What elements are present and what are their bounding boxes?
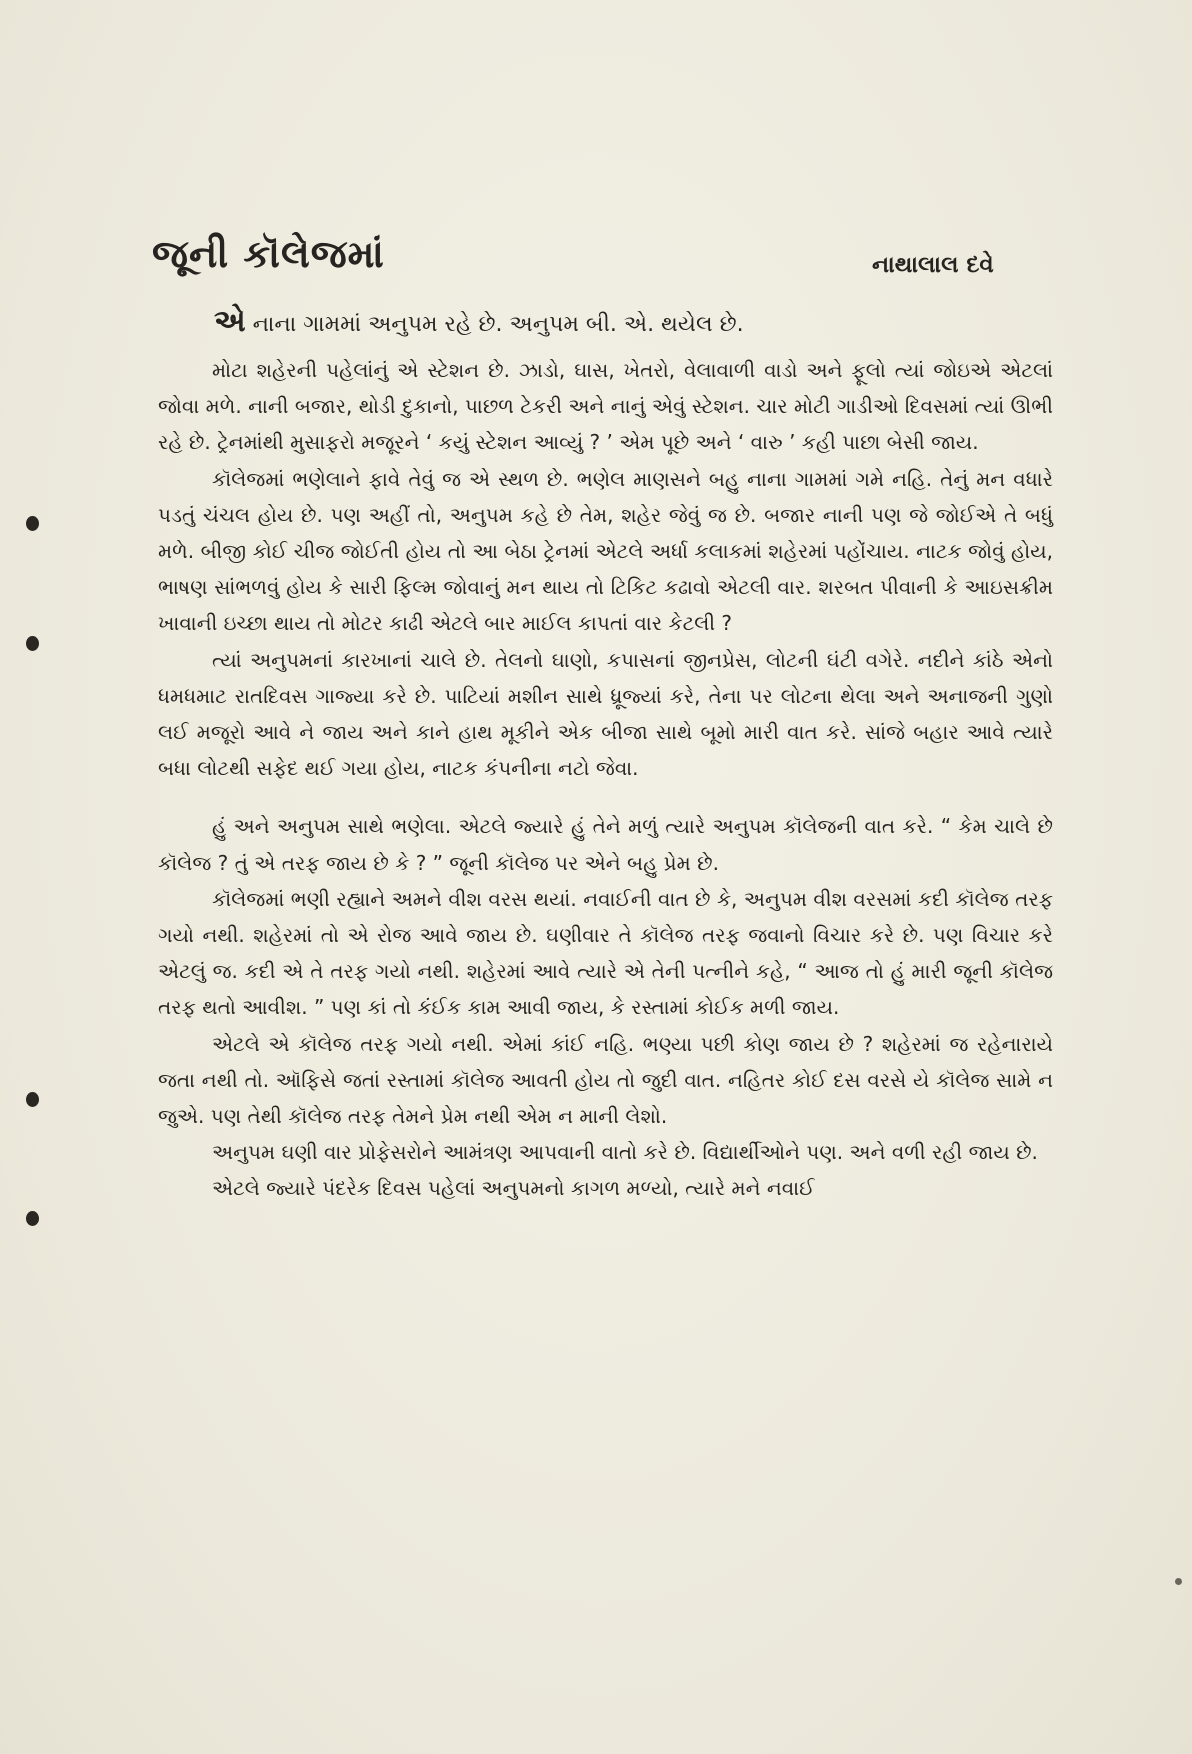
paragraph: ત્યાં અનુપમનાં કારખાનાં ચાલે છે. તેલનો ઘાણો, કપાસનાં જીનપ્રેસ, લોટની ઘંટી વગેરે. નદીને કાંઠે એનો ધમધમાટ રાતદિવસ ગાજ્યા કરે છે. પાટિયાં મશીન સાથે ધ્રૂજ્યાં કરે, તેના પર લોટના થેલા અને અનાજની ગુણો લઈ મજૂરો આવે ને જાય અને કાને હાથ મૂકીને એક બીજા સાથે બૂમો મારી વાત કરે. સાંજે બહાર આવે ત્યારે બધા લોટથી સફેદ થઈ ગયા હોય, નાટક કંપનીના નટો જેવા. xyxy=(158,647,1053,781)
punch-hole xyxy=(26,636,39,651)
punch-hole xyxy=(26,1092,39,1107)
paragraph: એટલે એ કૉલેજ તરફ ગયો નથી. એમાં કાંઈ નહિ. ભણ્યા પછી કોણ જાય છે ? શહેરમાં જ રહેનારાયે જતા નથી તો. ઑફિસે જતાં રસ્તામાં કૉલેજ આવતી હોય તો જુદી વાત. નહિતર કોઈ દસ વરસે યે કૉલેજ સામે ન જુએ. પણ તેથી કૉલેજ તરફ તેમને પ્રેમ નથી એમ ન માની લેશો. xyxy=(158,1031,1053,1129)
lead-rest: નાના ગામમાં અનુપમ રહે છે. અનુપમ બી. એ. થયેલ છે. xyxy=(245,312,744,337)
paragraph: અનુપમ ઘણી વાર પ્રોફેસરોને આમંત્રણ આપવાની વાતો કરે છે. વિદ્યાર્થીઓને પણ. અને વળી રહી જાય છે. xyxy=(212,1140,1038,1165)
paragraph: કૉલેજમાં ભણેલાને ફાવે તેવું જ એ સ્થળ છે. ભણેલ માણસને બહુ નાના ગામમાં ગમે નહિ. તેનું મન વધારે પડતું ચંચલ હોય છે. પણ અહીં તો, અનુપમ કહે છે તેમ, શહેર જેવું જ છે. બજાર નાની પણ જે જોઈએ તે બધું મળે. બીજી કોઈ ચીજ જોઈતી હોય તો આ બેઠા ટ્રેનમાં એટલે અર્ધા કલાકમાં શહેરમાં પહોંચાય. નાટક જોવું હોય, ભાષણ સાંભળવું હોય કે સારી ફિલ્મ જોવાનું મન થાય તો ટિકિટ કઢાવો એટલી વાર. શરબત પીવાની કે આઇસક્રીમ ખાવાની ઇચ્છા થાય તો મોટર કાઢી એટલે બાર માઈલ કાપતાં વાર કેટલી ? xyxy=(158,466,1053,636)
article-body xyxy=(158,352,1053,1207)
author-name: નાથાલાલ દવે xyxy=(872,252,994,278)
punch-hole xyxy=(26,516,39,531)
lead-sentence xyxy=(214,304,744,339)
lead-first-word: એ xyxy=(214,304,246,339)
ink-dot xyxy=(1175,1578,1182,1585)
paragraph: મોટા શહેરની પહેલાંનું એ સ્ટેશન છે. ઝાડો, ઘાસ, ખેતરો, વેલાવાળી વાડો અને ફૂલો ત્યાં જોઇએ એટલાં જોવા મળે. નાની બજાર, થોડી દુકાનો, પાછળ ટેકરી અને નાનું એવું સ્ટેશન. ચાર મોટી ગાડીઓ દિવસમાં ત્યાં ઊભી રહે છે. ટ્રેનમાંથી મુસાફરો મજૂરને ‘ કયું સ્ટેશન આવ્યું ? ’ એમ પૂછે અને ‘ વારુ ’ કહી પાછા બેસી જાય. xyxy=(158,358,1053,455)
punch-hole xyxy=(26,1211,39,1226)
paragraph: હું અને અનુપમ સાથે ભણેલા. એટલે જ્યારે હું તેને મળું ત્યારે અનુપમ કૉલેજની વાત કરે. “ કેમ ચાલે છે કૉલેજ ? તું એ તરફ જાય છે કે ? ” જૂની કૉલેજ પર એને બહુ પ્રેમ છે. xyxy=(158,814,1053,875)
article-title: જૂની કૉલેજમાં xyxy=(152,232,385,276)
paragraph: કૉલેજમાં ભણી રહ્યાને અમને વીશ વરસ થયાં. નવાઈની વાત છે કે, અનુપમ વીશ વરસમાં કદી કૉલેજ તરફ ગયો નથી. શહેરમાં તો એ રોજ આવે જાય છે. ઘણીવાર તે કૉલેજ તરફ જવાનો વિચાર કરે છે. પણ વિચાર કરે એટલું જ. કદી એ તે તરફ ગયો નથી. શહેરમાં આવે ત્યારે એ તેની પત્નીને કહે, “ આજ તો હું મારી જૂની કૉલેજ તરફ થતો આવીશ. ” પણ કાં તો કંઈક કામ આવી જાય, કે રસ્તામાં કોઈક મળી જાય. xyxy=(158,886,1053,1020)
paragraph: એટલે જ્યારે પંદરેક દિવસ પહેલાં અનુપમનો કાગળ મળ્યો, ત્યારે મને નવાઈ xyxy=(212,1176,815,1201)
